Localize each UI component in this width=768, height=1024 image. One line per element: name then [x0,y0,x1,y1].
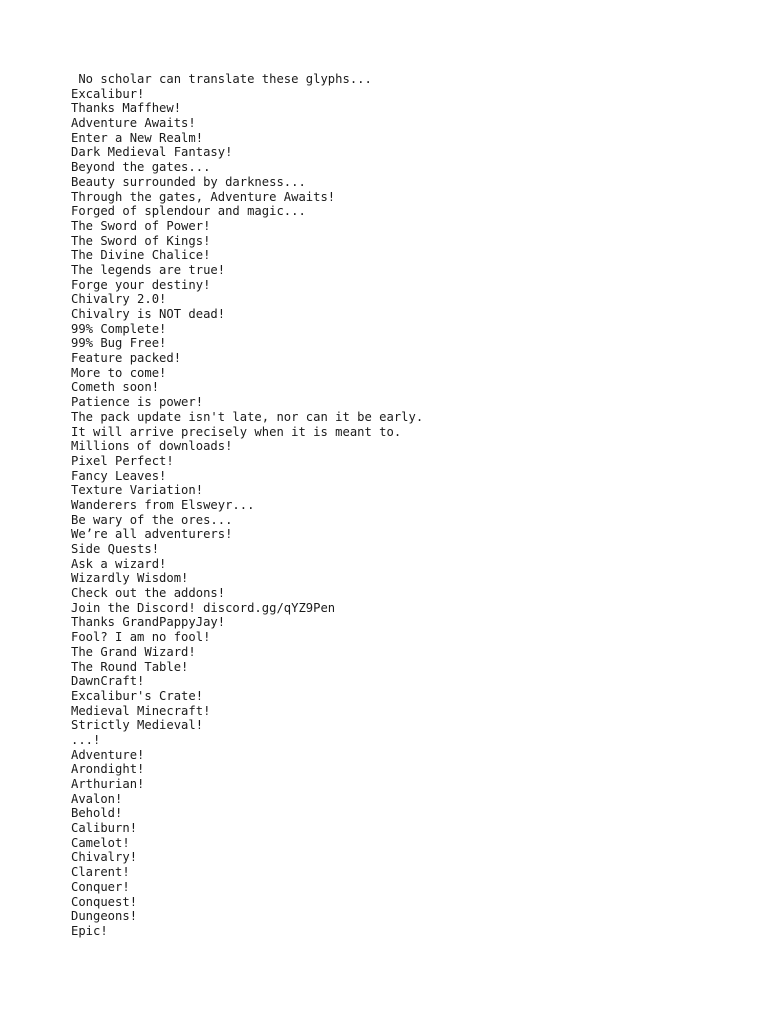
text-line: The Divine Chalice! [71,248,211,263]
text-line: Enter a New Realm! [71,130,204,145]
text-line: No scholar can translate these glyphs... [71,72,372,86]
text-line: It will arrive precisely when it is meant to. [71,424,402,439]
text-line: Check out the addons! [71,586,226,601]
text-line: Arondight! [71,762,145,777]
text-line: Chivalry 2.0! [71,292,167,307]
text-line: Adventure! [71,747,145,762]
text-line: Strictly Medieval! [71,718,204,733]
text-line: Avalon! [71,791,123,806]
text-line: The Round Table! [71,659,189,674]
text-line: The Sword of Kings! [71,233,211,248]
text-line: The Sword of Power! [71,218,211,233]
text-line: Thanks Maffhew! [71,101,182,116]
text-line: Conquer! [71,879,130,894]
text-line: 99% Complete! [71,321,167,336]
text-line: ...! [71,732,101,747]
text-line: Dungeons! [71,909,138,924]
text-line: Forge your destiny! [71,277,211,292]
text-line: Pixel Perfect! [71,453,174,468]
text-line: Excalibur's Crate! [71,688,204,703]
text-line: Fancy Leaves! [71,468,167,483]
document-text-block [71,72,751,939]
text-line: Wizardly Wisdom! [71,571,189,586]
text-line: The legends are true! [71,262,226,277]
text-line: Cometh soon! [71,380,160,395]
text-line: The Grand Wizard! [71,644,196,659]
text-line: The pack update isn't late, nor can it be early. [71,409,424,424]
text-line: Caliburn! [71,821,138,836]
text-line: Beauty surrounded by darkness... [71,174,306,189]
text-line: Clarent! [71,865,130,880]
text-line: Feature packed! [71,351,182,366]
text-line: Dark Medieval Fantasy! [71,145,233,160]
text-line: Through the gates, Adventure Awaits! [71,189,336,204]
text-line: Epic! [71,923,108,938]
text-line: Adventure Awaits! [71,116,196,131]
text-line: Chivalry is NOT dead! [71,307,226,321]
text-line: Millions of downloads! [71,439,233,454]
text-line: Conquest! [71,894,138,909]
text-line: Forged of splendour and magic... [71,204,306,219]
text-line: Behold! [71,806,123,821]
text-line: Beyond the gates... [71,160,211,175]
text-line: Excalibur! [71,86,145,101]
text-line: Patience is power! [71,395,204,410]
text-line: Chivalry! [71,850,138,865]
text-line: 99% Bug Free! [71,336,167,351]
text-line: Wanderers from Elsweyr... [71,497,255,512]
text-line: We’re all adventurers! [71,527,233,542]
text-line: DawnCraft! [71,674,145,689]
text-line: Texture Variation! [71,483,204,498]
text-line: Fool? I am no fool! [71,630,211,645]
text-line: Medieval Minecraft! [71,703,211,718]
text-line: Thanks GrandPappyJay! [71,615,226,630]
text-line: Arthurian! [71,777,145,791]
text-line: More to come! [71,365,167,380]
text-line: Be wary of the ores... [71,512,233,527]
text-line: Side Quests! [71,542,160,556]
text-line: Camelot! [71,835,130,850]
text-line: Join the Discord! discord.gg/qYZ9Pen [71,600,336,615]
text-line: Ask a wizard! [71,556,167,571]
